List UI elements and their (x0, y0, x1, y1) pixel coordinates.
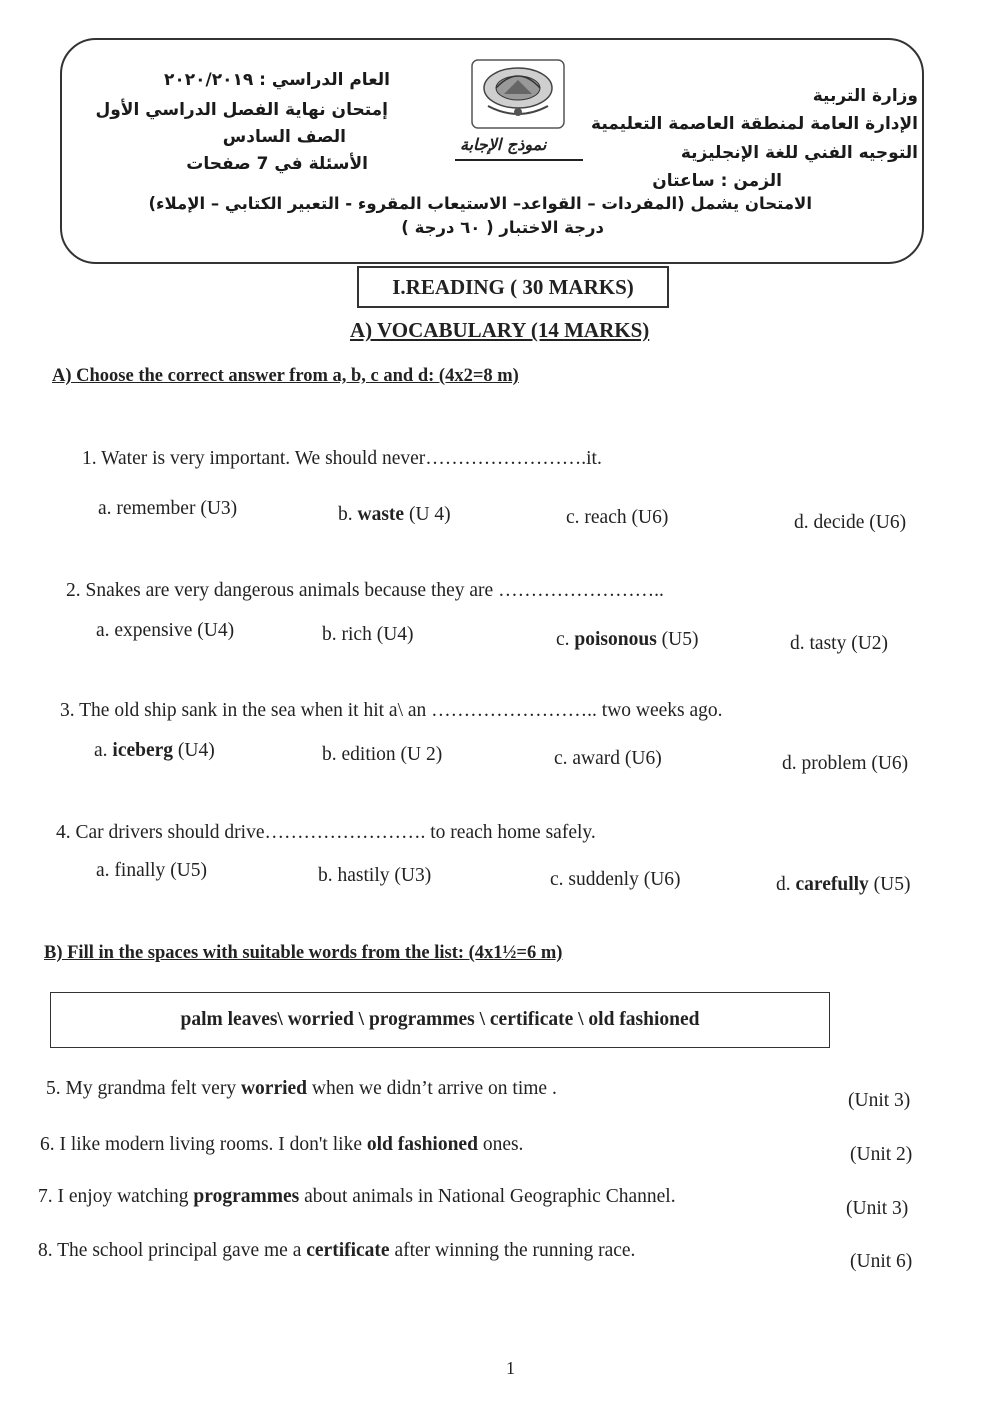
pages-label: الأسئلة في 7 صفحات (186, 154, 368, 174)
question-4: 4. Car drivers should drive……………………. to reach home safely. (56, 822, 596, 843)
total-mark: درجة الاختبار ( ٦٠ درجة ) (401, 218, 604, 237)
q3-option-d: d. problem (U6) (782, 753, 909, 774)
exam-name: إمتحان نهاية الفصل الدراسي الأول (95, 100, 388, 120)
q1-option-c: c. reach (U6) (566, 507, 669, 528)
q3-option-b: b. edition (U 2) (322, 744, 443, 765)
q4-option-a: a. finally (U5) (96, 860, 208, 881)
q3-option-c: c. award (U6) (554, 748, 662, 769)
grade-label: الصف السادس (222, 127, 346, 147)
q4-option-b: b. hastily (U3) (318, 865, 432, 886)
sentence-6: 6. I like modern living rooms. I don't like old fashioned ones. (40, 1134, 524, 1155)
kuwait-emblem-icon (468, 58, 568, 130)
q2-option-a: a. expensive (U4) (96, 620, 235, 641)
q2-option-c-correct: c. poisonous (U5) (556, 629, 699, 650)
part-a-instruction: A) Choose the correct answer from a, b, c and d: (4x2=8 m) (52, 366, 519, 386)
word-list-box: palm leaves\ worried \ programmes \ certificate \ old fashioned (50, 992, 830, 1048)
question-1: 1. Water is very important. We should never…………………….it. (82, 448, 602, 469)
page-number: 1 (506, 1358, 515, 1378)
sentence-8-unit: (Unit 6) (850, 1251, 913, 1272)
q1-option-a: a. remember (U3) (98, 498, 238, 519)
model-answer-underline (455, 159, 583, 161)
vocabulary-title: A) VOCABULARY (14 MARKS) (350, 318, 650, 342)
question-2: 2. Snakes are very dangerous animals because they are …………………….. (66, 580, 664, 601)
q4-option-d-correct: d. carefully (U5) (776, 874, 911, 895)
question-3: 3. The old ship sank in the sea when it hit a\ an …………………….. two weeks ago. (60, 700, 723, 721)
sentence-5: 5. My grandma felt very worried when we didn’t arrive on time . (46, 1078, 557, 1099)
model-answer-label: نموذج الإجابة (460, 135, 547, 154)
sentence-5-unit: (Unit 3) (848, 1090, 911, 1111)
sentence-7: 7. I enjoy watching programmes about animals in National Geographic Channel. (38, 1186, 676, 1207)
q1-option-d: d. decide (U6) (794, 512, 907, 533)
reading-section-title: I.READING ( 30 MARKS) (357, 266, 669, 308)
duration-label: الزمن : ساعتان (652, 171, 782, 191)
ministry-label: وزارة التربية (812, 86, 918, 106)
q4-option-c: c. suddenly (U6) (550, 869, 681, 890)
exam-content: الامتحان يشمل (المفردات – القواعد– الاستيعاب المقروء - التعبير الكتابي – الإملاء) (148, 194, 812, 213)
q1-option-b-correct: b. waste (U 4) (338, 504, 451, 525)
academic-year: العام الدراسي : ٢٠٢٠/٢٠١٩ (164, 70, 390, 90)
q2-option-b: b. rich (U4) (322, 624, 414, 645)
sentence-7-unit: (Unit 3) (846, 1198, 909, 1219)
part-b-instruction: B) Fill in the spaces with suitable words from the list: (4x1½=6 m) (44, 943, 563, 963)
q2-option-d: d. tasty (U2) (790, 633, 889, 654)
supervision-label: التوجيه الفني للغة الإنجليزية (680, 143, 918, 163)
q3-option-a-correct: a. iceberg (U4) (94, 740, 215, 761)
sentence-6-unit: (Unit 2) (850, 1144, 913, 1165)
sentence-8: 8. The school principal gave me a certificate after winning the running race. (38, 1240, 636, 1261)
directorate-label: الإدارة العامة لمنطقة العاصمة التعليمية (591, 114, 918, 134)
